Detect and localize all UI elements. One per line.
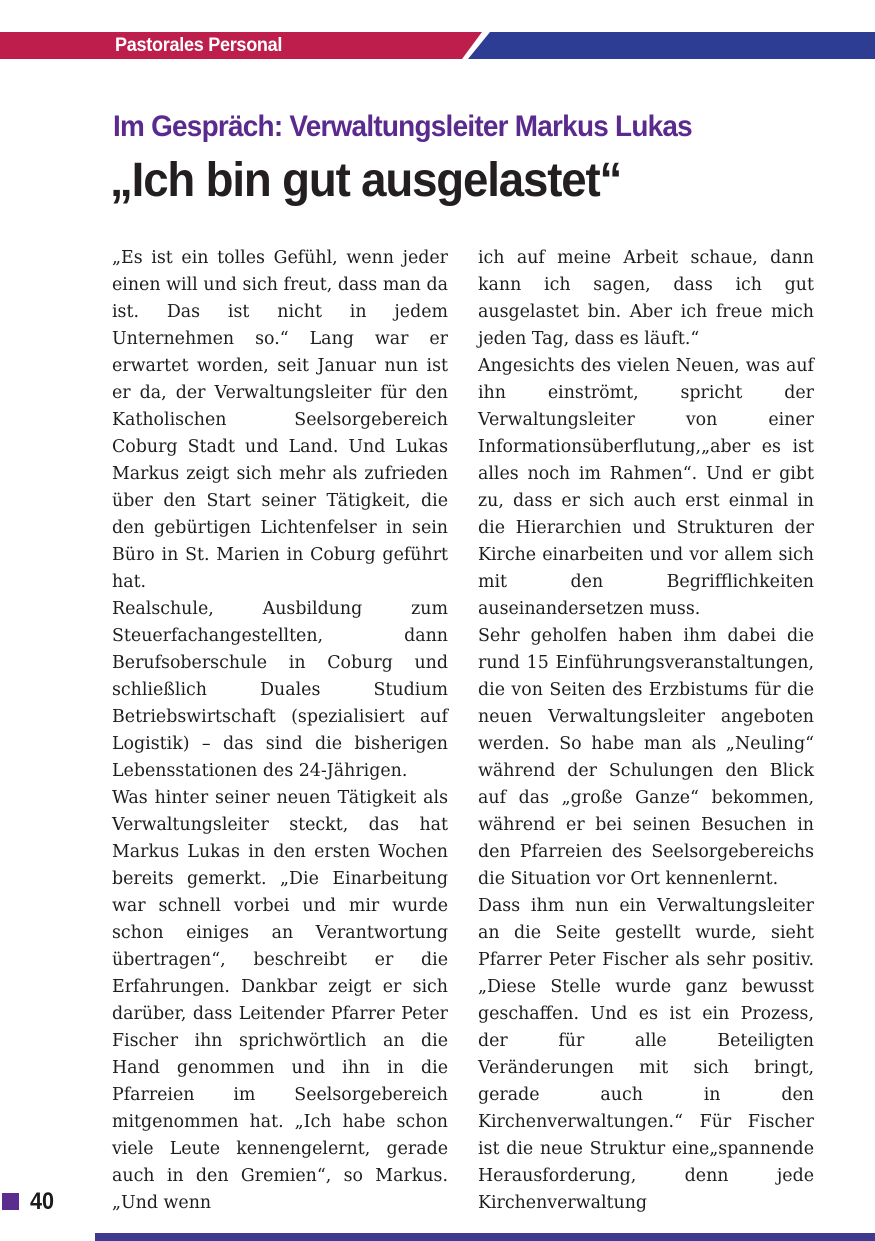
paragraph: Dass ihm nun ein Verwaltungsleiter an die Seite gestellt wurde, sieht Pfarrer Peter Fischer als sehr positiv. „Diese Stelle wurde ganz bewusst geschaffen. Und es ist ein Prozess, der für alle Beteiligten Veränderungen mit sich bringt, gerade auch in den Kirchenverwaltungen.“ Für Fischer ist die neue Struktur eine„spannende Herausforderung, denn jede Kirchenverwaltung (478, 896, 814, 1213)
header-band (0, 32, 875, 59)
paragraph: „Es ist ein tolles Gefühl, wenn jeder einen will und sich freut, dass man da ist. Das ist nicht in jedem Unternehmen so.“ Lang war er erwartet worden, seit Januar nun ist er da, der Verwaltungsleiter für den Katholischen Seelsorgebereich Coburg Stadt und Land. Und Lukas Markus zeigt sich mehr als zufrieden über den Start seiner Tätigkeit, die den gebürtigen Lichtenfelser in sein Büro in St. Marien in Coburg geführt hat. (112, 248, 448, 592)
header-blue-bar (468, 32, 875, 59)
paragraph: Angesichts des vielen Neuen, was auf ihn einströmt, spricht der Verwaltungsleiter von einer Informationsüberflutung,„aber es ist alles noch im Rahmen“. Und er gibt zu, dass er sich auch erst einmal in die Hierarchien und Strukturen der Kirche einarbeiten und vor allem sich mit den Begrifflichkeiten auseinandersetzen muss. (478, 356, 814, 619)
paragraph: Realschule, Ausbildung zum Steuerfachangestellten, dann Berufsoberschule in Coburg und schließlich Duales Studium Betriebswirtschaft (spezialisiert auf Logistik) – das sind die bisherigen Lebensstationen des 24-Jährigen. (112, 599, 448, 781)
left-text-column (112, 245, 448, 1217)
paragraph: Sehr geholfen haben ihm dabei die rund 15 Einführungsveranstaltungen, die von Seiten des Erzbistums für die neuen Verwaltungsleiter angeboten werden. So habe man als „Neuling“ während der Schulungen den Blick auf das „große Ganze“ bekommen, während er bei seinen Besuchen in den Pfarreien des Seelsorgebereichs die Situation vor Ort kennenlernt. (478, 626, 814, 889)
article-kicker: Im Gespräch: Verwaltungsleiter Markus Lukas (113, 110, 692, 143)
paragraph: Was hinter seiner neuen Tätigkeit als Verwaltungsleiter steckt, das hat Markus Lukas in den ersten Wochen bereits gemerkt. „Die Einarbeitung war schnell vorbei und mir wurde schon einiges an Verantwortung übertragen“, beschreibt er die Erfahrungen. Dankbar zeigt er sich darüber, dass Leitender Pfarrer Peter Fischer ihn sprichwörtlich an die Hand genommen und ihn in die Pfarreien im Seelsorgebereich mitgenommen hat. „Ich habe schon viele Leute kennengelernt, gerade auch in den Gremien“, so Markus. „Und wenn (112, 788, 448, 1213)
page-number: 40 (30, 1188, 55, 1215)
right-text-column (478, 245, 814, 1217)
paragraph: ich auf meine Arbeit schaue, dann kann ich sagen, dass ich gut ausgelastet bin. Aber ich freue mich jeden Tag, dass es läuft.“ (478, 248, 814, 349)
section-label: Pastorales Personal (115, 35, 283, 56)
footer-square-marker (2, 1193, 19, 1210)
footer-rule-bar (95, 1233, 875, 1241)
article-headline: „Ich bin gut ausgelastet“ (110, 154, 622, 207)
